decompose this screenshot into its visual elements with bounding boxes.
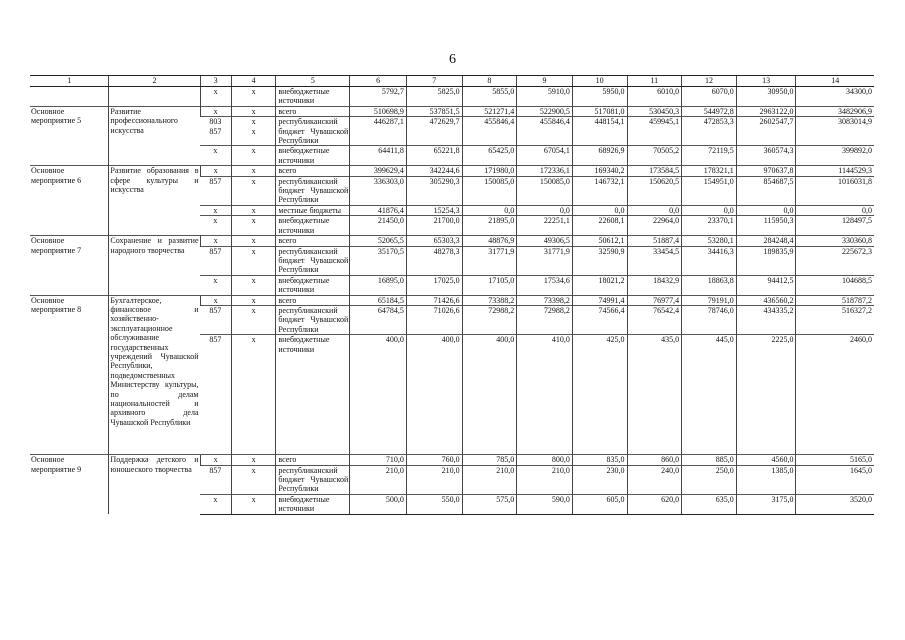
value-cell: 172336,1 [517,166,573,176]
event-description-cell: Сохранение и развитие народного творчества [109,236,200,295]
source-cell: внебюджетные источники [276,275,350,295]
value-cell: 516327,2 [796,305,874,334]
value-cell: 530450,3 [627,106,682,116]
value-cell: 3482906,9 [796,106,874,116]
column-header: 8 [462,76,517,87]
code-cell: х [200,494,231,514]
event-name-cell: Основное мероприятие 9 [30,455,109,514]
value-cell: 472629,7 [406,117,462,146]
value-cell: 70505,2 [627,146,682,166]
event-name-cell: Основное мероприятие 5 [30,106,109,165]
code-cell: х [231,106,276,116]
code-cell: х [231,205,276,215]
source-cell: внебюджетные источники [276,87,350,107]
value-cell: 835,0 [572,455,627,465]
description-cell [109,87,200,107]
value-cell: 71426,6 [406,295,462,305]
source-cell: внебюджетные источники [276,216,350,236]
value-cell: 436560,2 [736,295,796,305]
value-cell: 16895,0 [350,275,407,295]
value-cell: 65184,5 [350,295,407,305]
value-cell: 71026,6 [406,305,462,334]
column-header: 11 [627,76,682,87]
value-cell: 521271,4 [462,106,517,116]
code-cell: 857 [200,176,231,205]
code-cell: 803 857 [200,117,231,146]
value-cell: 210,0 [406,465,462,494]
value-cell: 150085,0 [462,176,517,205]
code-cell: х [200,205,231,215]
value-cell: 35170,5 [350,246,407,275]
value-cell: 30950,0 [736,87,796,107]
value-cell: 79191,0 [682,295,737,305]
value-cell: 544972,8 [682,106,737,116]
event-description-cell: Поддержка детского и юношеского творчества [109,455,200,514]
code-cell: 857 [200,305,231,334]
value-cell: 210,0 [517,465,573,494]
value-cell: 65221,8 [406,146,462,166]
value-cell: 1385,0 [736,465,796,494]
value-cell: 146732,1 [572,176,627,205]
value-cell: 64411,8 [350,146,407,166]
value-cell: 5792,7 [350,87,407,107]
value-cell: 5825,0 [406,87,462,107]
value-cell: 448154,1 [572,117,627,146]
event-cell [30,87,109,107]
value-cell: 65425,0 [462,146,517,166]
code-cell: 857 [200,335,231,455]
source-cell: всего [276,166,350,176]
table-row [30,236,874,246]
value-cell: 445,0 [682,335,737,455]
code-cell: х [231,146,276,166]
column-header: 9 [517,76,573,87]
source-cell: всего [276,106,350,116]
value-cell: 50612,1 [572,236,627,246]
value-cell: 34300,0 [796,87,874,107]
value-cell: 104688,5 [796,275,874,295]
code-cell: х [231,295,276,305]
code-cell: х [231,455,276,465]
value-cell: 885,0 [682,455,737,465]
value-cell: 67054,1 [517,146,573,166]
value-cell: 73388,2 [462,295,517,305]
source-cell: республиканский бюджет Чувашской Республики [276,465,350,494]
event-description-cell: Бухгалтерское, финансовое и хозяйственно-эксплуатационное обслуживание государственных учреждений Чувашской Республики, подведомственных Министерству культуры, по делам национальностей и архивного дела Чувашской Республики [109,295,200,455]
value-cell: 2602547,7 [736,117,796,146]
value-cell: 21450,0 [350,216,407,236]
event-name-cell: Основное мероприятие 6 [30,166,109,236]
value-cell: 1144529,3 [796,166,874,176]
table-row [30,87,874,107]
value-cell: 455846,4 [517,117,573,146]
code-cell: х [200,455,231,465]
source-cell: внебюджетные источники [276,494,350,514]
value-cell: 455846,4 [462,117,517,146]
source-cell: местные бюджеты [276,205,350,215]
value-cell: 17534,6 [517,275,573,295]
value-cell: 41876,4 [350,205,407,215]
value-cell: 64784,5 [350,305,407,334]
value-cell: 78746,0 [682,305,737,334]
value-cell: 34416,3 [682,246,737,275]
code-cell: х [231,494,276,514]
code-cell: х [231,275,276,295]
value-cell: 3083014,9 [796,117,874,146]
value-cell: 410,0 [517,335,573,455]
value-cell: 330360,8 [796,236,874,246]
value-cell: 53280,1 [682,236,737,246]
value-cell: 18021,2 [572,275,627,295]
column-header: 5 [276,76,350,87]
column-header: 6 [350,76,407,87]
value-cell: 18863,8 [682,275,737,295]
value-cell: 0,0 [736,205,796,215]
source-cell: республиканский бюджет Чувашской Республики [276,176,350,205]
value-cell: 605,0 [572,494,627,514]
header-row [30,76,874,87]
value-cell: 6070,0 [682,87,737,107]
value-cell: 400,0 [406,335,462,455]
value-cell: 4560,0 [736,455,796,465]
value-cell: 3175,0 [736,494,796,514]
value-cell: 0,0 [572,205,627,215]
value-cell: 68926,9 [572,146,627,166]
value-cell: 189835,9 [736,246,796,275]
value-cell: 590,0 [517,494,573,514]
value-cell: 51887,4 [627,236,682,246]
value-cell: 800,0 [517,455,573,465]
value-cell: 3520,0 [796,494,874,514]
value-cell: 76977,4 [627,295,682,305]
event-description-cell: Развитие профессионального искусства [109,106,200,165]
column-header: 10 [572,76,627,87]
source-cell: республиканский бюджет Чувашской Республики [276,117,350,146]
event-description-cell: Развитие образования в сфере культуры и искусства [109,166,200,236]
code-cell: х [231,87,276,107]
code-cell: х х [231,117,276,146]
value-cell: 970637,8 [736,166,796,176]
value-cell: 710,0 [350,455,407,465]
code-cell: х [200,146,231,166]
value-cell: 2225,0 [736,335,796,455]
value-cell: 0,0 [517,205,573,215]
value-cell: 2460,0 [796,335,874,455]
column-header: 13 [736,76,796,87]
table-row [30,455,874,465]
value-cell: 854687,5 [736,176,796,205]
value-cell: 434335,2 [736,305,796,334]
event-name-cell: Основное мероприятие 7 [30,236,109,295]
code-cell: х [200,166,231,176]
code-cell: х [200,275,231,295]
value-cell: 6010,0 [627,87,682,107]
value-cell: 74991,4 [572,295,627,305]
value-cell: 635,0 [682,494,737,514]
value-cell: 399629,4 [350,166,407,176]
value-cell: 17105,0 [462,275,517,295]
value-cell: 128497,5 [796,216,874,236]
value-cell: 115950,3 [736,216,796,236]
value-cell: 459945,1 [627,117,682,146]
code-cell: х [231,166,276,176]
code-cell: 857 [200,246,231,275]
value-cell: 22964,0 [627,216,682,236]
column-header: 1 [30,76,109,87]
value-cell: 150620,5 [627,176,682,205]
value-cell: 21700,0 [406,216,462,236]
page-number: 6 [449,52,456,67]
value-cell: 210,0 [462,465,517,494]
value-cell: 435,0 [627,335,682,455]
value-cell: 22251,1 [517,216,573,236]
event-name-cell: Основное мероприятие 8 [30,295,109,455]
value-cell: 17025,0 [406,275,462,295]
table-row [30,295,874,305]
value-cell: 5910,0 [517,87,573,107]
code-cell: х [231,236,276,246]
value-cell: 21895,0 [462,216,517,236]
value-cell: 575,0 [462,494,517,514]
value-cell: 0,0 [627,205,682,215]
column-header: 3 [200,76,231,87]
code-cell: х [231,176,276,205]
code-cell: 857 [200,465,231,494]
value-cell: 72988,2 [517,305,573,334]
value-cell: 305290,3 [406,176,462,205]
table-row [30,106,874,116]
code-cell: х [200,216,231,236]
value-cell: 210,0 [350,465,407,494]
value-cell: 0,0 [682,205,737,215]
value-cell: 284248,4 [736,236,796,246]
value-cell: 22608,1 [572,216,627,236]
value-cell: 400,0 [462,335,517,455]
value-cell: 76542,4 [627,305,682,334]
value-cell: 49306,5 [517,236,573,246]
value-cell: 23370,1 [682,216,737,236]
value-cell: 446287,1 [350,117,407,146]
source-cell: внебюджетные источники [276,335,350,455]
value-cell: 52065,5 [350,236,407,246]
value-cell: 65303,3 [406,236,462,246]
value-cell: 73398,2 [517,295,573,305]
value-cell: 760,0 [406,455,462,465]
value-cell: 0,0 [462,205,517,215]
value-cell: 225672,3 [796,246,874,275]
value-cell: 500,0 [350,494,407,514]
value-cell: 15254,3 [406,205,462,215]
value-cell: 1016031,8 [796,176,874,205]
value-cell: 31771,9 [517,246,573,275]
value-cell: 518787,2 [796,295,874,305]
value-cell: 5855,0 [462,87,517,107]
value-cell: 240,0 [627,465,682,494]
value-cell: 72988,2 [462,305,517,334]
table-row [30,166,874,176]
value-cell: 522900,5 [517,106,573,116]
source-cell: республиканский бюджет Чувашской Республики [276,305,350,334]
code-cell: х [231,246,276,275]
value-cell: 33454,5 [627,246,682,275]
code-cell: х [200,236,231,246]
code-cell: х [231,335,276,455]
value-cell: 472853,3 [682,117,737,146]
value-cell: 171980,0 [462,166,517,176]
value-cell: 537851,5 [406,106,462,116]
value-cell: 154951,0 [682,176,737,205]
value-cell: 169340,2 [572,166,627,176]
value-cell: 32590,9 [572,246,627,275]
value-cell: 425,0 [572,335,627,455]
source-cell: республиканский бюджет Чувашской Республики [276,246,350,275]
value-cell: 2963122,0 [736,106,796,116]
column-header: 2 [109,76,200,87]
code-cell: х [231,465,276,494]
funding-table [30,75,874,515]
value-cell: 400,0 [350,335,407,455]
code-cell: х [200,106,231,116]
source-cell: внебюджетные источники [276,146,350,166]
value-cell: 250,0 [682,465,737,494]
value-cell: 1645,0 [796,465,874,494]
value-cell: 72119,5 [682,146,737,166]
value-cell: 0,0 [796,205,874,215]
code-cell: х [231,305,276,334]
value-cell: 620,0 [627,494,682,514]
value-cell: 336303,0 [350,176,407,205]
value-cell: 150085,0 [517,176,573,205]
value-cell: 94412,5 [736,275,796,295]
value-cell: 31771,9 [462,246,517,275]
value-cell: 342244,6 [406,166,462,176]
value-cell: 550,0 [406,494,462,514]
value-cell: 5950,0 [572,87,627,107]
value-cell: 18432,9 [627,275,682,295]
value-cell: 360574,3 [736,146,796,166]
value-cell: 48278,3 [406,246,462,275]
value-cell: 178321,1 [682,166,737,176]
value-cell: 510698,9 [350,106,407,116]
source-cell: всего [276,295,350,305]
value-cell: 517081,0 [572,106,627,116]
code-cell: х [200,295,231,305]
value-cell: 5165,0 [796,455,874,465]
code-cell: х [231,216,276,236]
value-cell: 48876,9 [462,236,517,246]
value-cell: 785,0 [462,455,517,465]
value-cell: 74566,4 [572,305,627,334]
column-header: 7 [406,76,462,87]
column-header: 12 [682,76,737,87]
source-cell: всего [276,236,350,246]
source-cell: всего [276,455,350,465]
code-cell: х [200,87,231,107]
value-cell: 230,0 [572,465,627,494]
column-header: 14 [796,76,874,87]
column-header: 4 [231,76,276,87]
value-cell: 860,0 [627,455,682,465]
value-cell: 399892,0 [796,146,874,166]
value-cell: 173584,5 [627,166,682,176]
